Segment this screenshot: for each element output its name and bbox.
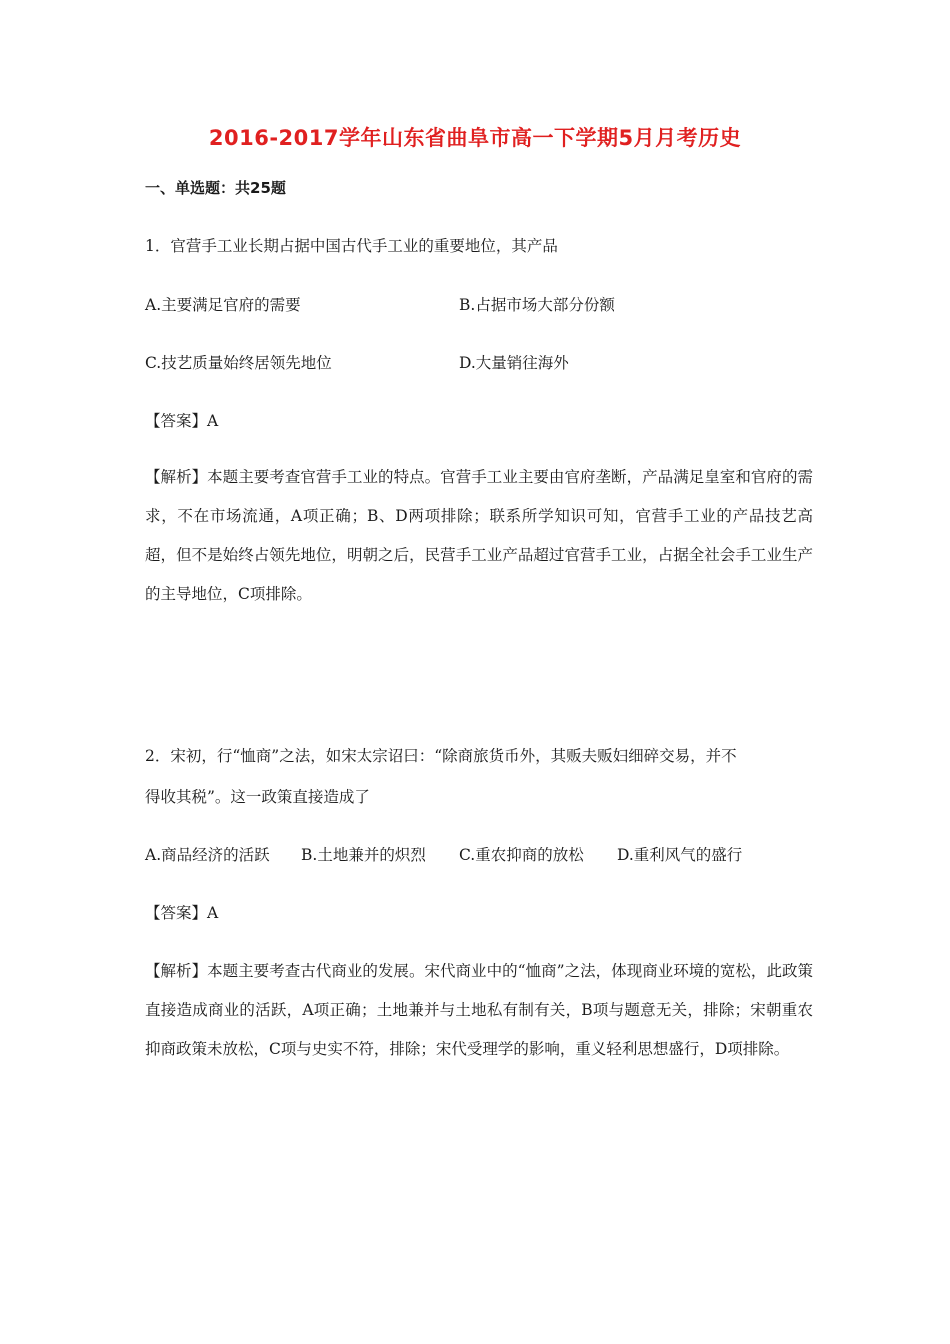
question-2-option-c: C.重农抑商的放松 — [459, 846, 584, 864]
document-title: 2016-2017学年山东省曲阜市高一下学期5月月考历史 — [208, 126, 742, 150]
question-1-option-c: C.技艺质量始终居领先地位 — [145, 354, 332, 372]
question-2-analysis: 【解析】本题主要考查古代商业的发展。宋代商业中的“恤商”之法，体现商业环境的宽松，此政策直接造成商业的活跃，A项正确；土地兼并与土地私有制有关，B项与题意无关，排除；宋朝重农抑商政策未放松，C项与史实不符，排除；宋代受理学的影响，重义轻利思想盛行，D项排除。 — [145, 962, 813, 1058]
question-1-analysis: 【解析】本题主要考查官营手工业的特点。官营手工业主要由官府垄断，产品满足皇室和官府的需求，不在市场流通，A项正确；B、D两项排除；联系所学知识可知，官营手工业的产品技艺高超，但不是始终占领先地位，明朝之后，民营手工业产品超过官营手工业，占据全社会手工业生产的主导地位，C项排除。 — [145, 468, 813, 603]
question-1-option-b: B.占据市场大部分份额 — [459, 296, 615, 314]
question-2-answer: 【答案】A — [145, 904, 219, 922]
question-2-stem-line-1: 2．宋初，行“恤商”之法，如宋太宗诏曰：“除商旅货币外，其贩夫贩妇细碎交易，并不 — [145, 747, 737, 765]
question-1-option-a: A.主要满足官府的需要 — [145, 296, 301, 314]
question-1-option-d: D.大量销往海外 — [459, 354, 569, 372]
question-1-answer: 【答案】A — [145, 412, 219, 430]
question-2-option-b: B.土地兼并的炽烈 — [301, 846, 426, 864]
question-2-option-d: D.重利风气的盛行 — [617, 846, 743, 864]
section-heading: 一、单选题：共25题 — [145, 179, 286, 197]
question-2-stem-line-2: 得收其税”。这一政策直接造成了 — [145, 788, 370, 806]
question-2-option-a: A.商品经济的活跃 — [145, 846, 270, 864]
question-1-stem: 1．官营手工业长期占据中国古代手工业的重要地位，其产品 — [145, 237, 558, 255]
